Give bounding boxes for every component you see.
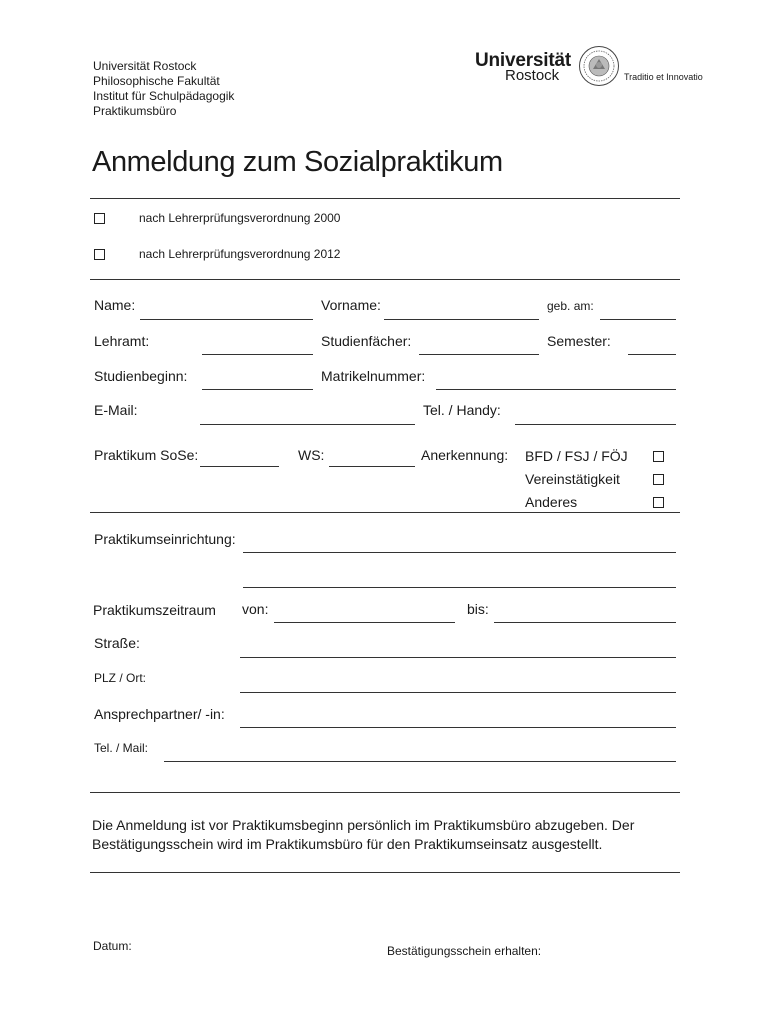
studienbeginn-field[interactable]	[202, 389, 313, 390]
einrichtung-field-line1[interactable]	[243, 552, 676, 553]
von-label: von:	[242, 601, 269, 617]
matrikelnummer-field[interactable]	[436, 389, 676, 390]
logo-word-universitaet: Universität	[475, 50, 572, 71]
ws-field[interactable]	[329, 466, 415, 467]
matrikelnummer-label: Matrikelnummer:	[321, 368, 426, 384]
ansprechpartner-field[interactable]	[240, 727, 676, 728]
tel-mail-field[interactable]	[164, 761, 676, 762]
divider	[90, 279, 680, 280]
studienbeginn-label: Studienbeginn:	[94, 368, 188, 384]
studienfaecher-label: Studienfächer:	[321, 333, 412, 349]
einrichtung-label: Praktikumseinrichtung:	[94, 531, 236, 547]
ws-label: WS:	[298, 447, 325, 463]
bis-label: bis:	[467, 601, 489, 617]
zeitraum-label: Praktikumszeitraum	[93, 602, 216, 618]
einrichtung-field-line2[interactable]	[243, 587, 676, 588]
tel-mail-label: Tel. / Mail:	[94, 741, 149, 755]
name-field[interactable]	[140, 319, 313, 320]
anerkennung-option-anderes-checkbox[interactable]	[653, 497, 664, 508]
bis-field[interactable]	[494, 622, 676, 623]
von-field[interactable]	[274, 622, 455, 623]
ansprechpartner-label: Ansprechpartner/ -in:	[94, 706, 225, 722]
praktikum-sose-field[interactable]	[200, 466, 279, 467]
email-label: E-Mail:	[94, 402, 138, 418]
divider	[90, 198, 680, 199]
lehramt-label: Lehramt:	[94, 333, 150, 349]
tel-handy-label: Tel. / Handy:	[423, 402, 501, 418]
datum-label: Datum:	[93, 939, 132, 953]
semester-label: Semester:	[547, 333, 611, 349]
plz-ort-field[interactable]	[240, 692, 676, 693]
header-institute: Institut für Schulpädagogik	[93, 89, 235, 103]
option-label-2012: nach Lehrerprüfungsverordnung 2012	[139, 247, 341, 261]
divider	[90, 512, 680, 513]
logo-word-rostock: Rostock	[505, 67, 560, 84]
anerkennung-option-bfd-label: BFD / FSJ / FÖJ	[525, 448, 628, 464]
note-line2: Bestätigungsschein wird im Praktikumsbüro für den Praktikumseinsatz ausgestellt.	[92, 836, 603, 852]
option-label-2000: nach Lehrerprüfungsverordnung 2000	[139, 211, 341, 225]
geb-am-label: geb. am:	[547, 299, 594, 313]
vorname-label: Vorname:	[321, 297, 381, 313]
option-checkbox-2000[interactable]	[94, 213, 105, 224]
plz-ort-label: PLZ / Ort:	[94, 671, 147, 685]
name-label: Name:	[94, 297, 136, 313]
divider	[90, 792, 680, 793]
header-office: Praktikumsbüro	[93, 104, 177, 118]
lehramt-field[interactable]	[202, 354, 313, 355]
anerkennung-label: Anerkennung:	[421, 447, 509, 463]
geb-am-field[interactable]	[600, 319, 676, 320]
anerkennung-option-verein-label: Vereinstätigkeit	[525, 471, 620, 487]
divider	[90, 872, 680, 873]
header-faculty: Philosophische Fakultät	[93, 74, 220, 88]
logo-motto: Traditio et Innovatio	[624, 72, 703, 82]
bestaetigung-label: Bestätigungsschein erhalten:	[387, 944, 542, 958]
anerkennung-option-bfd-checkbox[interactable]	[653, 451, 664, 462]
header-university: Universität Rostock	[93, 59, 197, 73]
anerkennung-option-verein-checkbox[interactable]	[653, 474, 664, 485]
strasse-label: Straße:	[94, 635, 140, 651]
option-checkbox-2012[interactable]	[94, 249, 105, 260]
university-seal-icon	[578, 45, 620, 87]
studienfaecher-field[interactable]	[419, 354, 539, 355]
note-line1: Die Anmeldung ist vor Praktikumsbeginn persönlich im Praktikumsbüro abzugeben. Der	[92, 817, 635, 833]
tel-handy-field[interactable]	[515, 424, 676, 425]
page-title: Anmeldung zum Sozialpraktikum	[92, 146, 503, 178]
email-field[interactable]	[200, 424, 415, 425]
strasse-field[interactable]	[240, 657, 676, 658]
praktikum-sose-label: Praktikum SoSe:	[94, 447, 199, 463]
semester-field[interactable]	[628, 354, 676, 355]
vorname-field[interactable]	[384, 319, 539, 320]
anerkennung-option-anderes-label: Anderes	[525, 494, 578, 510]
